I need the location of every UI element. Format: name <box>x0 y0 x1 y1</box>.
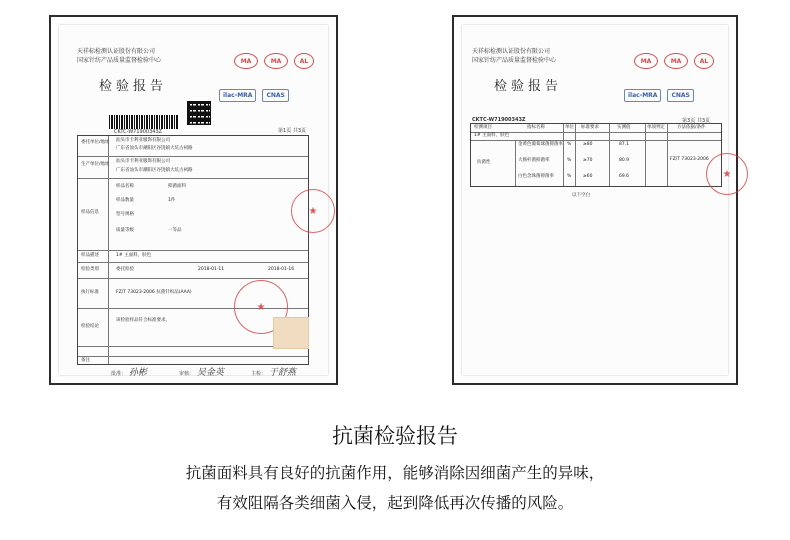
value-producer-addr: 广东省汕头市潮阳区谷饶镇大坑古祠路 <box>116 168 193 173</box>
value-date2: 2018-01-16 <box>268 267 295 272</box>
col-header-judge: 单项判定 <box>647 125 665 130</box>
org-center: 国家针纺产品质量监督检验中心 <box>77 57 162 64</box>
org-name: 天祥标检测认证股份有限公司 <box>472 48 551 55</box>
signature-review <box>179 365 224 378</box>
ilac-badge: ilac-MRA <box>219 89 256 102</box>
report-title: 检验报告 <box>99 79 168 94</box>
caption-line-1: 抗菌面料具有良好的抗菌作用，能够消除因细菌产生的异味， <box>185 464 605 482</box>
org-center: 国家针纺产品质量监督检验中心 <box>472 57 557 64</box>
signature-label: 批准： <box>111 371 127 377</box>
red-stamp-icon: ★ <box>291 189 335 233</box>
label-model: 型号规格 <box>116 212 134 217</box>
row-name: 金黄色葡萄球菌抑菌率 <box>518 142 563 147</box>
ilac-badge: ilac-MRA <box>624 89 661 102</box>
signature-approve <box>111 365 147 378</box>
cert-badges <box>624 89 694 102</box>
col-header-method: 方法依据/条件 <box>677 125 706 130</box>
value-test-type: 委托检验 <box>116 267 134 272</box>
label-sample-desc: 样品描述 <box>81 253 99 258</box>
report-frame-1 <box>49 15 338 385</box>
label-grade: 质量等级 <box>116 228 134 233</box>
row-unit: % <box>567 142 572 147</box>
report-page-2 <box>462 25 732 375</box>
row-unit: % <box>567 158 572 163</box>
row-value: 87.1 <box>619 142 630 147</box>
label-test-type: 检验类别 <box>81 267 99 272</box>
signature-label: 主检： <box>251 371 267 377</box>
col-header-name: 指标名称 <box>527 125 545 130</box>
col-header-value: 实测值 <box>617 125 631 130</box>
report-title: 检验报告 <box>494 79 563 94</box>
barcode-number: CKTC-W71900343Z <box>114 129 163 135</box>
row-value: 80.9 <box>619 158 630 163</box>
value-date1: 2018-01-11 <box>198 267 225 272</box>
row-value: 69.6 <box>619 174 630 179</box>
report-number: CKTC-W71900343Z <box>472 117 526 123</box>
page-number: 第1页 共3页 <box>278 128 306 134</box>
label-producer: 生产单位/地址 <box>81 162 110 167</box>
value-conclusion: 该检验样品符合标准要求。 <box>116 318 170 323</box>
report-frame-2 <box>452 15 738 385</box>
signature-label: 审核： <box>179 371 195 377</box>
table-footer: 以下空白 <box>572 193 590 198</box>
value-client: 汕头市卡利亚服饰有限公司 <box>116 138 170 143</box>
row-unit: % <box>567 174 572 179</box>
logo-group <box>234 53 314 69</box>
red-stamp-icon: ★ <box>234 280 288 334</box>
value-standard: FZ/T 73023-2006 抗菌针织品(AAA) <box>116 290 192 295</box>
label-conclusion: 检验结论 <box>81 324 99 329</box>
label-sample-info: 样品信息 <box>81 210 99 215</box>
col-header-item: 检测项目 <box>474 125 492 130</box>
page-number: 第3页 共3页 <box>682 118 710 124</box>
row-req: ≥70 <box>583 158 593 163</box>
row-req: ≥80 <box>583 142 593 147</box>
cal-logo-icon: AL <box>294 53 314 69</box>
signature-inspect <box>251 365 296 378</box>
cma-logo-icon: MA <box>264 53 288 69</box>
cnas-badge: CNAS <box>262 89 288 102</box>
value-client-addr: 广东省汕头市潮阳区谷饶镇大坑古祠路 <box>116 146 193 151</box>
value-sample-qty: 1件 <box>168 198 176 203</box>
label-standard: 执行标准 <box>81 290 99 295</box>
report1-header <box>77 47 161 65</box>
cma-logo-icon: MA <box>234 53 258 69</box>
cma-logo-icon: MA <box>634 53 658 69</box>
col-header-req: 标准要求 <box>581 125 599 130</box>
logo-group <box>634 53 714 69</box>
report-page-1 <box>59 25 328 378</box>
signature-name: 于舒燕 <box>268 368 296 378</box>
cal-logo-icon: AL <box>694 53 714 69</box>
red-stamp-icon: ★ <box>706 153 748 195</box>
qr-code-icon <box>187 101 211 125</box>
label-client: 委托单位/地址 <box>81 140 110 145</box>
report2-table <box>470 123 722 187</box>
signature-name: 吴金英 <box>196 368 224 378</box>
seal-square-icon <box>273 317 309 349</box>
sample-desc: 1# 主面料，肤色 <box>474 133 510 138</box>
value-producer: 汕头市卡利亚服饰有限公司 <box>116 159 170 164</box>
label-sample-name: 样品名称 <box>116 184 134 189</box>
cnas-badge: CNAS <box>667 89 693 102</box>
cert-badges <box>219 89 289 102</box>
row-req: ≥60 <box>583 174 593 179</box>
org-name: 天祥标检测认证股份有限公司 <box>77 48 156 55</box>
value-grade: 一等品 <box>168 228 182 233</box>
value-sample-desc: 1# 主面料，肤色 <box>116 253 152 258</box>
row-name: 大肠杆菌抑菌率 <box>518 158 550 163</box>
signature-name: 孙彬 <box>128 368 147 378</box>
report2-header <box>472 47 556 65</box>
col-header-unit: 单位 <box>565 125 574 130</box>
row-name: 白色念珠菌抑菌率 <box>518 174 554 179</box>
test-item: 抗菌性 <box>477 160 491 165</box>
row-method: FZ/T 73023-2006 <box>670 157 709 162</box>
value-sample-name: 抑菌面料 <box>168 184 186 189</box>
caption-line-2: 有效阻隔各类细菌入侵，起到降低再次传播的风险。 <box>216 494 574 512</box>
caption-title: 抗菌检验报告 <box>332 424 458 448</box>
label-remark: 备注 <box>81 358 90 363</box>
barcode-icon <box>109 115 179 129</box>
cma-logo-icon: MA <box>664 53 688 69</box>
label-sample-qty: 样品数量 <box>116 198 134 203</box>
